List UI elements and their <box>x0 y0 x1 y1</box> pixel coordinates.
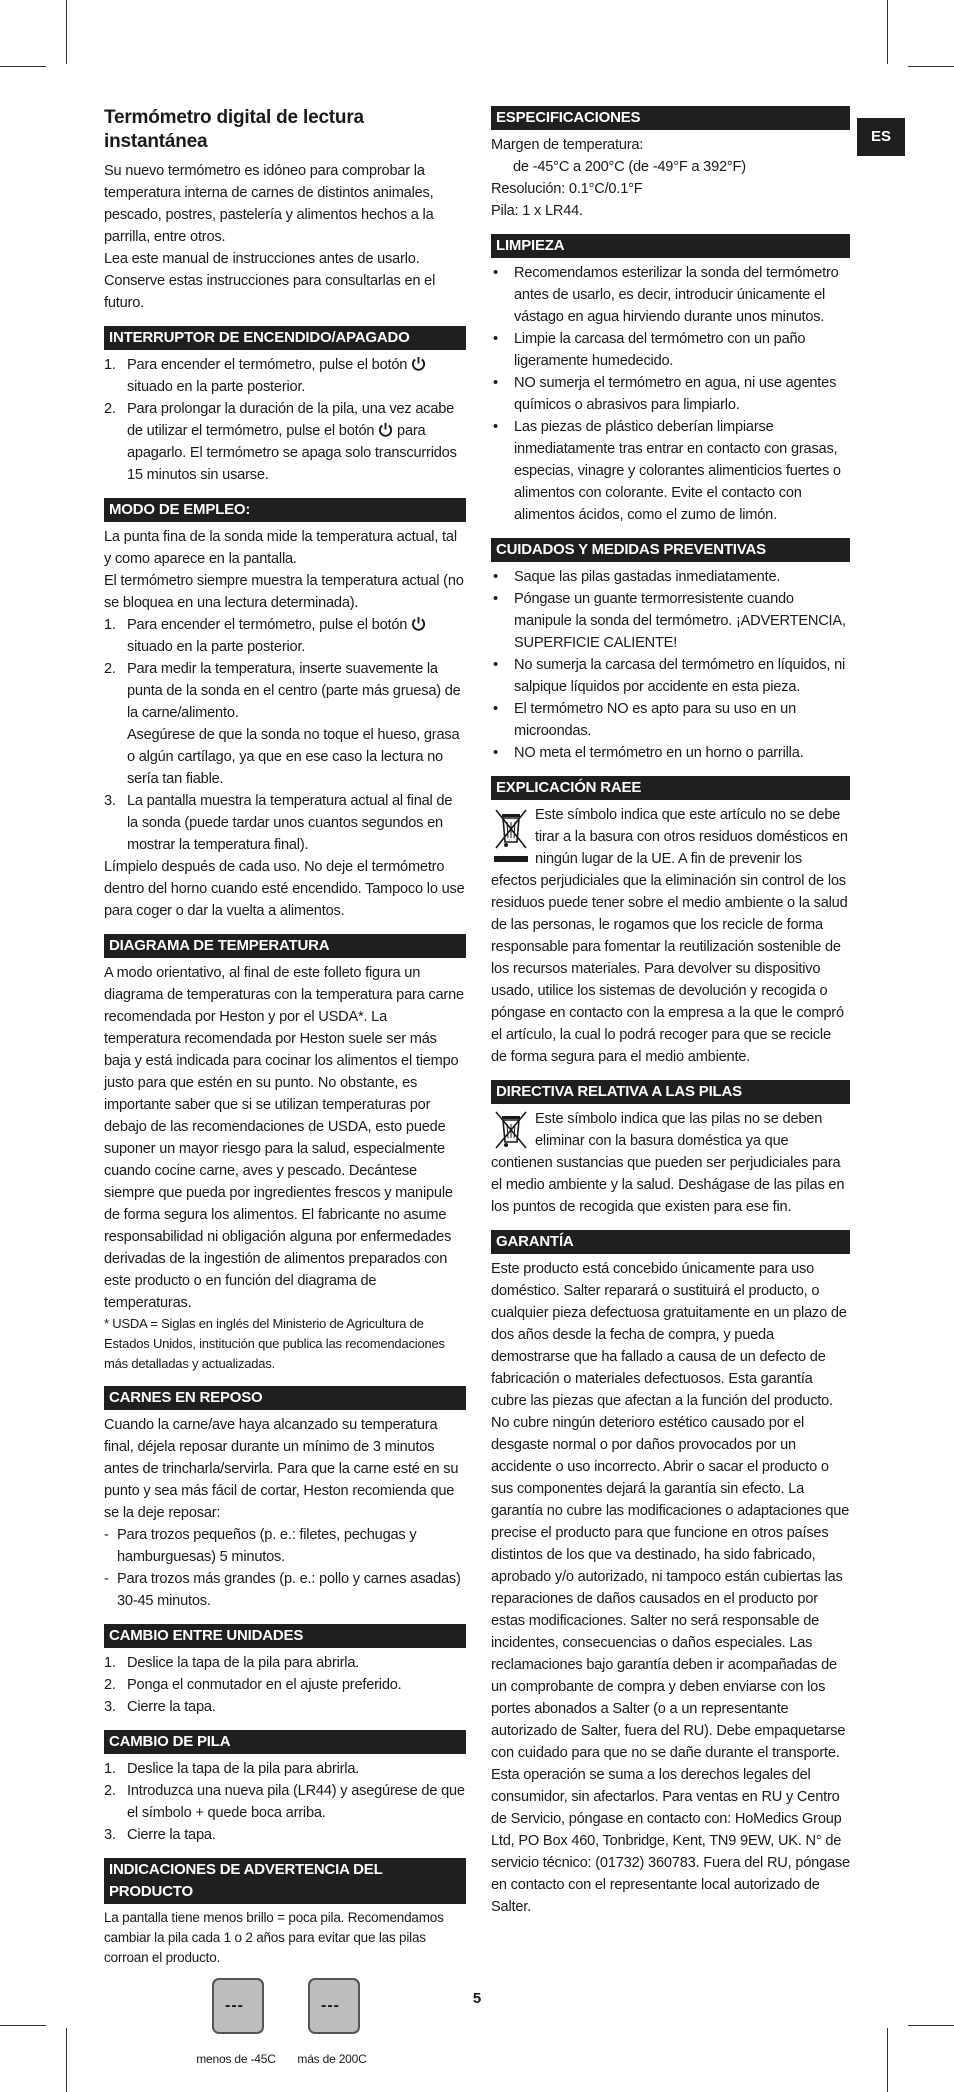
section-heading-units: CAMBIO ENTRE UNIDADES <box>104 1624 466 1648</box>
section-heading-battery-change: CAMBIO DE PILA <box>104 1730 466 1754</box>
list-item: • Póngase un guante termorresistente cuando manipule la sonda del termómetro. ¡ADVERTENCIA, SUPERFICIE CALIENTE! <box>491 588 850 654</box>
spec-resolution: Resolución: 0.1°C/0.1°F <box>491 181 643 197</box>
lcd-reading: --- <box>225 1997 244 2014</box>
warnings-paragraph: La pantalla tiene menos brillo = poca pila. Recomendamos cambiar la pila cada 1 o 2 años para evitar que las pilas corroan el producto. <box>104 1910 444 1965</box>
list-item <box>104 398 466 486</box>
battery-change-steps <box>104 1758 466 1846</box>
list-item: 3. Cierre la tapa. <box>104 1696 466 1718</box>
warranty-paragraph: Este producto está concebido únicamente para uso doméstico. Salter reparará o sustituirá el producto, o cualquier pieza defectuosa gratuitamente en un plazo de dos años desde la fecha de compra, y pueda demostrarse que ha fallado a causa de un defecto de fabricación o materiales defectuosos. Esta garantía cubre las piezas que afectan a la función del producto. No cubre ningún deterioro estético causado por el desgaste normal o por daños provocados por un accidente o uso incorrecto. Abrir o sacar el producto o sus componentes dejará la garantía sin efecto. La garantía no cubre las modificaciones o adaptaciones que precise el producto para que funcione en otros países distintos de los que va destinado, ha sido fabricado, aprobado y/o autorizado, ni tampoco están cubiertas las reparaciones de daños causados en el producto por estas modificaciones. Salter no será responsable de incidentes, consecuencias o daños especiales. Las reclamaciones bajo garantía deben ir acompañadas de un comprobante de compra y deben enviarse con los portes abonados a Salter (o a un representante autorizado de Salter, fuera del RU). Debe empaquetarse con cuidado para que no se dañe durante el transporte. Esta operación se suma a los derechos legales del consumidor, sin afectarlos. Para ventas en RU y Centro de Servicio, póngase en contacto con: HoMedics Group Ltd, PO Box 460, Tonbridge, Kent, TN9 9EW, UK. N° de servicio técnico: (01732) 360783. Fuera del RU, póngase en contacto con el representante local autorizado de Salter. <box>491 1261 850 1915</box>
right-column <box>491 106 850 1918</box>
step-text: 2. Para medir la temperatura, inserte suavemente la punta de la sonda en el centro (parte más gruesa) de la carne/alimento. <box>127 661 461 721</box>
list-item: • Las piezas de plástico deberían limpiarse inmediatamente tras entrar en contacto con grasas, especias, vinagre y colorantes alimenticios fuertes o alimentos con colorante. Evite el contacto con alimentos ácidos, como el zumo de limón. <box>491 416 850 526</box>
section-heading-diagram: DIAGRAMA DE TEMPERATURA <box>104 934 466 958</box>
step-text: Asegúrese de que la sonda no toque el hueso, grasa o algún cartílago, ya que en ese caso la lectura no sería tan fiable. <box>127 727 460 787</box>
usage-paragraph: El termómetro siempre muestra la temperatura actual (no se bloquea en una lectura determinada). <box>104 573 464 611</box>
list-item <box>104 658 466 790</box>
list-item: 1. Deslice la tapa de la pila para abrirla. <box>104 1758 466 1780</box>
usda-footnote: * USDA = Siglas en inglés del Ministerio de Agricultura de Estados Unidos, institución que publica las recomendaciones más detalladas y actualizadas. <box>104 1316 445 1371</box>
list-item: 2. Introduzca una nueva pila (LR44) y asegúrese de que el símbolo + quede boca arriba. <box>104 1780 466 1824</box>
section-heading-cleaning: LIMPIEZA <box>491 234 850 258</box>
list-item: • NO meta el termómetro en un horno o parrilla. <box>491 742 850 764</box>
step-text: Para encender el termómetro, pulse el botón <box>127 617 408 633</box>
list-item: 3. Cierre la tapa. <box>104 1824 466 1846</box>
crop-mark <box>908 66 954 67</box>
list-item: • NO sumerja el termómetro en agua, ni use agentes químicos o abrasivos para limpiarlo. <box>491 372 850 416</box>
section-heading-warnings: INDICACIONES DE ADVERTENCIA DEL PRODUCTO <box>104 1858 466 1904</box>
resting-list <box>104 1524 466 1612</box>
list-item: - Para trozos más grandes (p. e.: pollo y carnes asadas) 30-45 minutos. <box>104 1568 466 1612</box>
left-column <box>104 106 466 2068</box>
list-item: • Saque las pilas gastadas inmediatamente. <box>491 566 850 588</box>
spec-battery: Pila: 1 x LR44. <box>491 203 583 219</box>
section-heading-power: INTERRUPTOR DE ENCENDIDO/APAGADO <box>104 326 466 350</box>
crop-mark <box>887 0 888 64</box>
spec-range-label: Margen de temperatura: <box>491 137 644 153</box>
list-item <box>104 790 466 856</box>
usage-paragraph: La punta fina de la sonda mide la temperatura actual, tal y como aparece en la pantalla. <box>104 529 457 567</box>
crop-mark <box>0 66 46 67</box>
list-item: - Para trozos pequeños (p. e.: filetes, pechugas y hamburguesas) 5 minutos. <box>104 1524 466 1568</box>
list-item <box>104 354 466 398</box>
list-item: 1. Deslice la tapa de la pila para abrirla. <box>104 1652 466 1674</box>
crop-mark <box>908 2025 954 2026</box>
crossed-bin-icon <box>491 1108 531 1150</box>
cleaning-list <box>491 262 850 526</box>
step-text: La pantalla muestra la temperatura actual al final de la sonda (puede tardar unos cuantos segundos en mostrar la temperatura final). <box>127 793 453 853</box>
section-heading-weee: EXPLICACIÓN RAEE <box>491 776 850 800</box>
care-list <box>491 566 850 764</box>
list-item: 2. Ponga el conmutador en el ajuste preferido. <box>104 1674 466 1696</box>
power-icon <box>411 356 426 371</box>
lcd-label-high: más de 200C <box>297 2052 367 2066</box>
usage-steps <box>104 614 466 856</box>
battery-directive-paragraph: Este símbolo indica que las pilas no se deben eliminar con la basura doméstica ya que contienen sustancias que pueden ser perjudiciales para el medio ambiente y la salud. Deshágase de las pilas en los puntos de recogida que existen para ese fin. <box>491 1111 845 1215</box>
step-text: Para encender el termómetro, pulse el botón <box>127 357 408 373</box>
crop-mark <box>66 0 67 64</box>
power-steps <box>104 354 466 486</box>
list-item: • No sumerja la carcasa del termómetro en líquidos, ni salpique líquidos por accidente en esta pieza. <box>491 654 850 698</box>
step-text: situado en la parte posterior. <box>127 639 306 655</box>
lcd-reading: --- <box>321 1997 340 2014</box>
crop-mark <box>66 2028 67 2092</box>
battery-directive-block <box>491 1108 850 1218</box>
crop-mark <box>0 2025 46 2026</box>
resting-paragraph: Cuando la carne/ave haya alcanzado su temperatura final, déjela reposar durante un mínimo de 3 minutos antes de trincharla/servirla. Para que la carne esté en su punto y sea más fácil de cortar, Heston recomienda que se la deje reposar: <box>104 1417 459 1521</box>
language-tab: ES <box>857 118 905 156</box>
section-heading-usage: MODO DE EMPLEO: <box>104 498 466 522</box>
diagram-paragraph: A modo orientativo, al final de este folleto figura un diagrama de temperaturas con la temperatura para carne recomendada por Heston y por el USDA*. La temperatura recomendada por Heston suele ser más baja y está indicada para cocinar los alimentos el tiempo justo para que estén en su punto. No obstante, es importante saber que si se utilizan temperaturas por debajo de las recomendaciones de USDA, esto puede suponer un mayor riesgo para la salud, especialmente cuando cocine carne, aves y pescado. Decántese siempre que pueda por ingredientes frescos y manipule de forma segura los alimentos. El fabricante no asume responsabilidad ni obligación alguna por enfermedades derivadas de la ingestión de alimentos preparados con este producto o en función del diagrama de temperaturas. <box>104 965 464 1311</box>
list-item <box>104 614 466 658</box>
list-item: • El termómetro NO es apto para su uso en un microondas. <box>491 698 850 742</box>
spec-range-value: de -45°C a 200°C (de -49°F a 392°F) <box>513 159 746 175</box>
step-text: Para prolongar la duración de la pila, una vez acabe de utilizar el termómetro, pulse el botón <box>127 401 455 439</box>
section-heading-battery-directive: DIRECTIVA RELATIVA A LAS PILAS <box>491 1080 850 1104</box>
section-heading-resting: CARNES EN REPOSO <box>104 1386 466 1410</box>
step-text: situado en la parte posterior. <box>127 379 306 395</box>
units-steps <box>104 1652 466 1718</box>
section-heading-care: CUIDADOS Y MEDIDAS PREVENTIVAS <box>491 538 850 562</box>
step-text: para apagarlo. El termómetro se apaga solo transcurridos 15 minutos sin usarse. <box>127 423 457 483</box>
usage-closing: Límpielo después de cada uso. No deje el termómetro dentro del horno cuando esté encendido. Tampoco lo use para coger o dar la vuelta a alimentos. <box>104 859 465 919</box>
section-heading-warranty: GARANTÍA <box>491 1230 850 1254</box>
document-title: Termómetro digital de lectura instantánea <box>104 107 364 152</box>
intro-paragraph: Lea este manual de instrucciones antes de usarlo. Conserve estas instrucciones para consultarlas en el futuro. <box>104 251 436 311</box>
weee-paragraph: Este símbolo indica que este artículo no se debe tirar a la basura con otros residuos domésticos en ningún lugar de la UE. A fin de prevenir los efectos perjudiciales que la eliminación sin control de los residuos puede tener sobre el medio ambiente o la salud de las personas, le rogamos que los recicle de forma responsable para fomentar la reutilización sostenible de los recursos materiales. Para devolver su dispositivo usado, utilice los sistemas de devolución y recogida o póngase en contacto con la empresa a la que le compró el artículo, la cual lo podrá recoger para que se recicle de forma segura para el medio ambiente. <box>491 807 848 1065</box>
section-heading-specs: ESPECIFICACIONES <box>491 106 850 130</box>
intro-paragraph: Su nuevo termómetro es idóneo para comprobar la temperatura interna de carnes de distintos animales, pescado, postres, pastelería y alimentos hechos a la parrilla, entre otros. <box>104 163 434 245</box>
page-number: 5 <box>472 1990 482 2007</box>
list-item: • Limpie la carcasa del termómetro con un paño ligeramente humedecido. <box>491 328 850 372</box>
list-item: • Recomendamos esterilizar la sonda del termómetro antes de usarlo, es decir, introducir únicamente el vástago en agua hirviendo durante unos minutos. <box>491 262 850 328</box>
power-icon <box>378 422 393 437</box>
crop-mark <box>887 2028 888 2092</box>
weee-block <box>491 804 850 1068</box>
lcd-label-low: menos de -45C <box>196 2052 276 2066</box>
crossed-bin-icon <box>491 804 531 864</box>
power-icon <box>411 616 426 631</box>
